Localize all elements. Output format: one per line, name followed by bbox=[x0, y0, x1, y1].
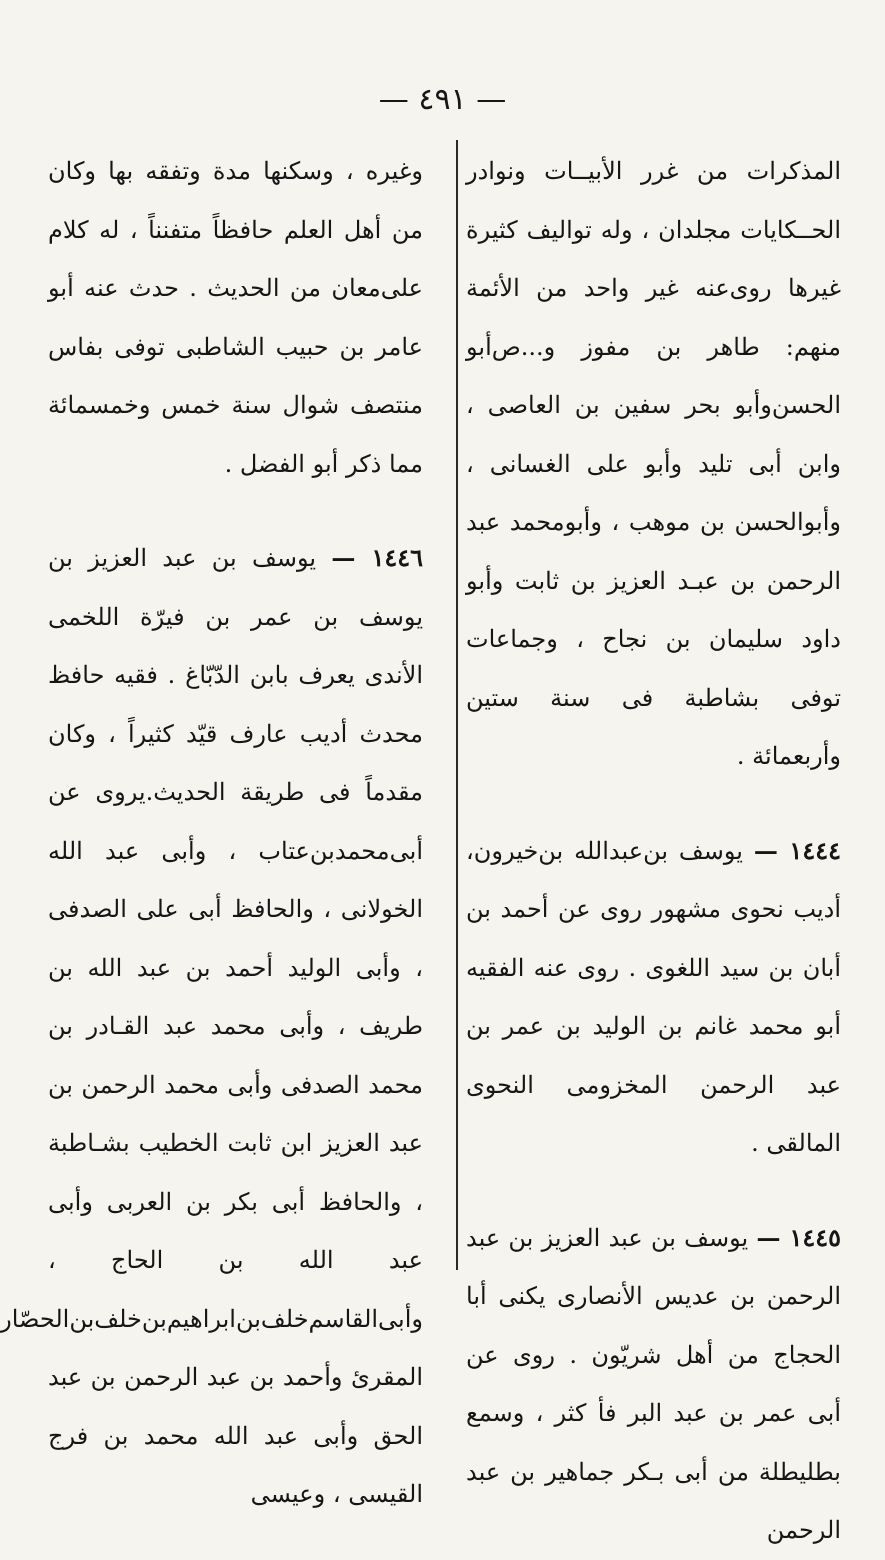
entry-text: يوسف بن عبد العزيز بن يوسف بن عمر بن فيرّة اللخمى الأندى يعرف بابن الدّبّاغ . فقيه حافظ محدث أديب عارف قيّد كثيراً ، وكان مقدماً فى طريقة الحديث.يروى عن أبى‌محمدبن‌عتاب ، وأبى عبد الله الخولانى ، والحافظ أبى على الصدفى ، وأبى الوليد أحمد بن عبد الله بن طريف ، وأبى محمد عبد القـادر بن محمد الصدفى وأبى محمد الرحمن بن عبد العزيز ابن ثابت الخطيب بشـاطبة ، والحافظ أبى بكر بن العربى وأبى عبد الله بن الحاج ، وأبى‌القاسم‌خلف‌بن‌ابراهيم‌بن‌خلف‌بن‌الحصّار المقرئ وأحمد بن عبد الرحمن بن عبد الحق وأبى عبد الله محمد بن فرج القيسى ، وعيسى bbox=[0, 544, 423, 1508]
entry-text: يوسف بن‌عبدالله بن‌خيرون، أديب نحوى مشهور روى عن أحمد بن أبان بن سيد اللغوى . روى عنه الفقيه أبو محمد غانم بن الوليد بن عمر بن عبد الرحمن المخزومى النحوى المالقى . bbox=[466, 836, 841, 1157]
paragraph-gap bbox=[466, 786, 841, 822]
entry-1446 bbox=[0, 529, 423, 1524]
entry-text: يوسف بن عبد العزيز بن عبد الرحمن بن عديس الأنصارى يكنى أبا الحجاج من أهل شريّون . روى عن أبى عمر بن عبد البر فأ كثر ، وسمع بطليطلة من أبى بـكر جماهير بن عبد الرحمن bbox=[466, 1223, 841, 1544]
left-column bbox=[0, 142, 423, 1524]
entry-1445 bbox=[466, 1209, 841, 1560]
column-divider bbox=[456, 140, 458, 1270]
entry-continuation: وغيره ، وسكنها مدة وتفقه بها وكان من أهل العلم حافظاً متفنناً ، له كلام على‌معان من الحديث . حدث عنه أبو عامر بن حبيب الشاطبى توفى بفاس منتصف شوال سنة خمس وخمسمائة مما ذكر أبو الفضل . bbox=[48, 157, 423, 478]
page-number: — ٤٩١ — bbox=[378, 82, 507, 117]
right-column bbox=[466, 142, 841, 1560]
paragraph-gap bbox=[466, 1173, 841, 1209]
paragraph-gap bbox=[48, 493, 423, 529]
entry-1444 bbox=[466, 822, 841, 1173]
entry-number: ١٤٤٤ — bbox=[753, 835, 841, 865]
entry-number: ١٤٤٦ — bbox=[331, 543, 423, 572]
entry-number: ١٤٤٥ — bbox=[756, 1222, 842, 1252]
entry-continuation: المذكرات من غرر الأبيــات ونوادر الحــكايات مجلدان ، وله تواليف كثيرة غيرها روى‌عنه غير واحد من الأئمة منهم: طاهر بن مفوز و...ص‌أبو الحسن‌وأبو بحر سفين بن العاصى ، وابن أبى تليد وأبو على الغسانى ، وأبوالحسن بن موهب ، وأبومحمد عبد الرحمن بن عبـد العزيز بن ثابت وأبو داود سليمان بن نجاح ، وجماعات توفى بشاطبة فى سنة ستين وأربعمائة . bbox=[466, 157, 841, 770]
